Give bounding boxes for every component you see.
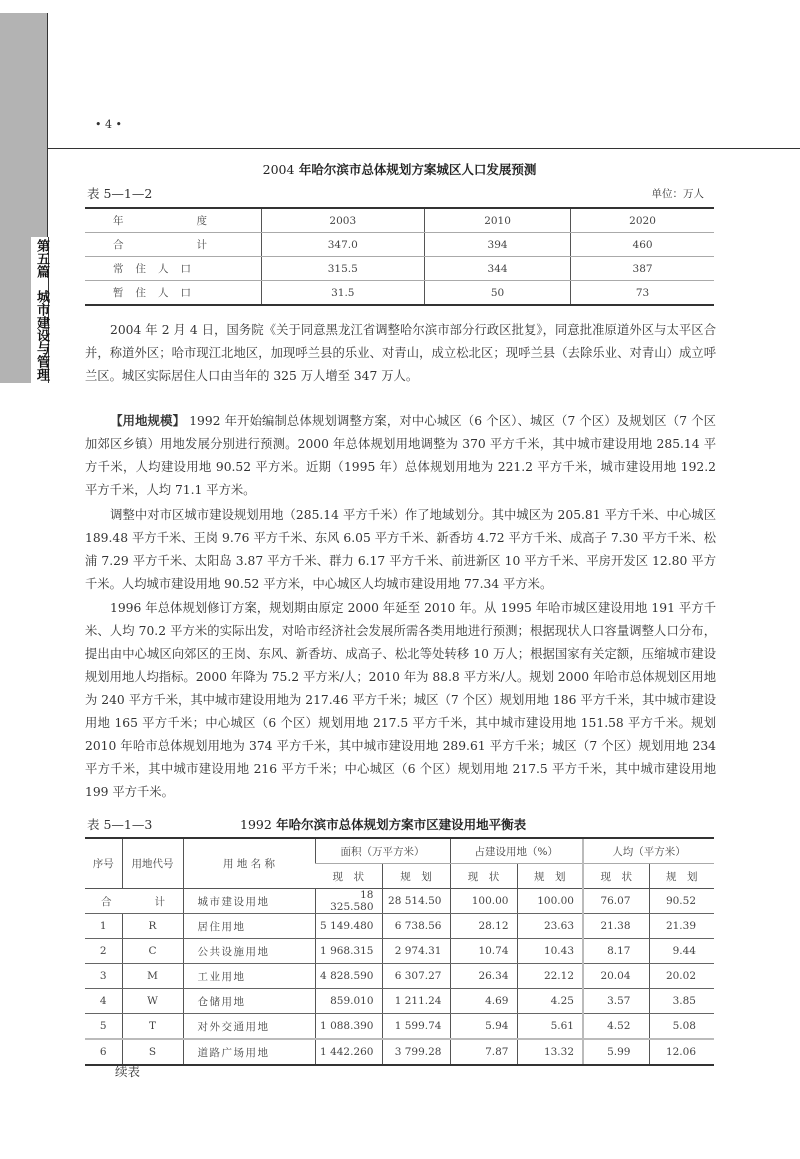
cell-value: 5.61 bbox=[517, 1014, 583, 1040]
year-col: 2010 bbox=[425, 208, 571, 233]
area-header: 面积（万平方米） bbox=[315, 838, 450, 864]
land-use-name: 工业用地 bbox=[183, 964, 315, 989]
share-header: 占建设用地（%） bbox=[450, 838, 583, 864]
cell-value: 1 442.260 bbox=[315, 1039, 382, 1065]
name-header: 用 地 名 称 bbox=[183, 838, 315, 889]
table1-number: 表 5—1—2 bbox=[87, 186, 153, 201]
seq-cell: 5 bbox=[85, 1014, 122, 1040]
current-header: 现 状 bbox=[583, 864, 649, 889]
table1-title-text: 年哈尔滨市总体规划方案城区人口发展预测 bbox=[298, 162, 537, 177]
row-label-part: 计 bbox=[196, 239, 207, 251]
cell-value: 1 599.74 bbox=[382, 1014, 450, 1040]
paragraph-text: 1996 年总体规划修订方案，规划期由原定 2000 年延至 2010 年。从 1995 年哈市城区建设用地 191 平方千米、人均 70.2 平方米的实际出发，对哈市经济社会发展所需各类用地进行预测；根据现状人口容量调整人口分布，提出由中心城区向郊区的王岗、东风、新香坊、成高子、松北等处转移 10 万人；根据国家有关定额，压缩城市建设规划用地人均指标。2000 年降为 75.2 平方米/人；2010 年为 88.8 平方米/人。规划 2000 年哈市总体规划区用地为 240 平方千米，其中城市建设用地为 217.46 平方千米；城区（7 个区）规划用地 186 平方千米，其中城市建设用地 165 平方千米；中心城区（6 个区）规划用地 217.5 平方千米，其中城市建设用地 151.58 平方千米。规划 2010 年哈市总体规划用地为 374 平方千米，其中城市建设用地 289.61 平方千米；城区（7 个区）规划用地 234 平方千米，其中城市建设用地 216 平方千米；中心城区（6 个区）规划用地 217.5 平方千米，其中城市建设用地 199 平方千米。 bbox=[85, 601, 716, 799]
table-row bbox=[85, 939, 714, 964]
cell-value: 6 307.27 bbox=[382, 964, 450, 989]
paragraph-1996-revision bbox=[85, 597, 716, 804]
cell-value: 100.00 bbox=[450, 889, 517, 914]
cell-value: 90.52 bbox=[649, 889, 714, 914]
row-label bbox=[85, 233, 261, 257]
cell-value: 4.69 bbox=[450, 989, 517, 1014]
row-label bbox=[85, 281, 261, 306]
cell-value: 394 bbox=[425, 233, 571, 257]
table-row bbox=[85, 964, 714, 989]
paragraph-land-scale bbox=[85, 410, 716, 502]
table-row bbox=[85, 1039, 714, 1065]
table2-title-year: 1992 bbox=[240, 817, 272, 832]
cell-value: 13.32 bbox=[517, 1039, 583, 1065]
cell-value: 347.0 bbox=[261, 233, 425, 257]
table1-unit: 单位：万人 bbox=[651, 188, 704, 200]
table2-title bbox=[240, 815, 526, 833]
seq-cell: 6 bbox=[85, 1039, 122, 1065]
chapter-part-label: 第五篇 bbox=[34, 239, 49, 278]
cell-value: 3 799.28 bbox=[382, 1039, 450, 1065]
chapter-section-label: 城市建设与管理 bbox=[34, 290, 49, 381]
table-row bbox=[85, 257, 714, 281]
table-header-row bbox=[85, 838, 714, 864]
cell-value: 76.07 bbox=[583, 889, 649, 914]
table-row bbox=[85, 989, 714, 1014]
population-forecast-table bbox=[85, 207, 714, 306]
year-col: 2020 bbox=[571, 208, 714, 233]
cell-value: 12.06 bbox=[649, 1039, 714, 1065]
cell-value: 1 088.390 bbox=[315, 1014, 382, 1040]
cell-value: 28.12 bbox=[450, 914, 517, 939]
continued-label: 续表 bbox=[115, 1064, 141, 1079]
cell-value: 10.74 bbox=[450, 939, 517, 964]
table2-title-text: 年哈尔滨市总体规划方案市区建设用地平衡表 bbox=[276, 817, 527, 832]
cell-value: 5.99 bbox=[583, 1039, 649, 1065]
header-rule bbox=[48, 148, 800, 149]
cell-value: 8.17 bbox=[583, 939, 649, 964]
table1-title-year: 2004 bbox=[262, 162, 295, 177]
cell-value: 4.25 bbox=[517, 989, 583, 1014]
current-header: 现 状 bbox=[450, 864, 517, 889]
paragraph-text: 1992 年开始编制总体规划调整方案，对中心城区（6 个区）、城区（7 个区）及规划区（7 个区加郊区乡镇）用地发展分别进行预测。2000 年总体规划用地调整为 370 平方千米，其中城市建设用地 285.14 平方千米，人均建设用地 90.52 平方米。近期（1995 年）总体规划用地为 221.2 平方千米，城市建设用地 192.2 平方千米，人均 71.1 平方米。 bbox=[85, 414, 716, 497]
planned-header: 规 划 bbox=[517, 864, 583, 889]
land-use-name: 居住用地 bbox=[183, 914, 315, 939]
cell-value: 859.010 bbox=[315, 989, 382, 1014]
code-cell: C bbox=[122, 939, 183, 964]
code-cell: S bbox=[122, 1039, 183, 1065]
row-label-part: 暂 bbox=[113, 287, 124, 299]
paragraph-admin-change bbox=[85, 319, 716, 388]
cell-value: 100.00 bbox=[517, 889, 583, 914]
cell-value: 9.44 bbox=[649, 939, 714, 964]
total-row bbox=[85, 889, 714, 914]
cell-value: 50 bbox=[425, 281, 571, 306]
table-row bbox=[85, 233, 714, 257]
total-label bbox=[85, 889, 183, 914]
seq-cell: 2 bbox=[85, 939, 122, 964]
cell-value: 23.63 bbox=[517, 914, 583, 939]
cell-value: 1 968.315 bbox=[315, 939, 382, 964]
cell-value: 4 828.590 bbox=[315, 964, 382, 989]
row-label-part: 人 bbox=[158, 287, 169, 299]
table-header-row bbox=[85, 208, 714, 233]
cell-value: 460 bbox=[571, 233, 714, 257]
cell-value: 73 bbox=[571, 281, 714, 306]
cell-value: 5 149.480 bbox=[315, 914, 382, 939]
cell-value: 3.57 bbox=[583, 989, 649, 1014]
land-use-name: 城市建设用地 bbox=[183, 889, 315, 914]
year-header-a: 年 bbox=[113, 215, 124, 227]
paragraph-text: 2004 年 2 月 4 日，国务院《关于同意黑龙江省调整哈尔滨市部分行政区批复》，同意批准原道外区与太平区合并，称道外区；哈市现江北地区，加现呼兰县的乐业、对青山，成立松北区；现呼兰县（去除乐业、对青山）成立呼兰区。城区实际居住人口由当年的 325 万人增至 347 万人。 bbox=[85, 323, 716, 383]
cell-value: 387 bbox=[571, 257, 714, 281]
year-header bbox=[85, 208, 261, 233]
seq-cell: 1 bbox=[85, 914, 122, 939]
cell-value: 344 bbox=[425, 257, 571, 281]
cell-value: 6 738.56 bbox=[382, 914, 450, 939]
page-number: • 4 • bbox=[95, 118, 122, 131]
total-label-b: 计 bbox=[154, 895, 165, 908]
cell-value: 315.5 bbox=[261, 257, 425, 281]
cell-value: 7.87 bbox=[450, 1039, 517, 1065]
land-use-name: 仓储用地 bbox=[183, 989, 315, 1014]
paragraph-zoning bbox=[85, 504, 716, 596]
code-cell: W bbox=[122, 989, 183, 1014]
cell-value: 21.39 bbox=[649, 914, 714, 939]
row-label-part: 住 bbox=[135, 287, 146, 299]
cell-value: 28 514.50 bbox=[382, 889, 450, 914]
seq-cell: 4 bbox=[85, 989, 122, 1014]
cell-value: 20.04 bbox=[583, 964, 649, 989]
cell-value: 3.85 bbox=[649, 989, 714, 1014]
year-col: 2003 bbox=[261, 208, 425, 233]
land-use-name: 道路广场用地 bbox=[183, 1039, 315, 1065]
code-cell: M bbox=[122, 964, 183, 989]
land-balance-table bbox=[85, 837, 714, 1066]
cell-value: 4.52 bbox=[583, 1014, 649, 1040]
per-capita-header: 人均（平方米） bbox=[583, 838, 714, 864]
paragraph-text: 调整中对市区城市建设规划用地（285.14 平方千米）作了地域划分。其中城区为 205.81 平方千米、中心城区 189.48 平方千米、王岗 9.76 平方千米、东风 6.05 平方千米、新香坊 4.72 平方千米、成高子 7.30 平方千米、松浦 7.29 平方千米、太阳岛 3.87 平方千米、群力 6.17 平方千米、前进新区 10 平方千米、平房开发区 12.80 平方千米。人均城市建设用地 90.52 平方米，中心城区人均城市建设用地 77.34 平方米。 bbox=[85, 508, 716, 591]
current-header: 现 状 bbox=[315, 864, 382, 889]
land-use-name: 对外交通用地 bbox=[183, 1014, 315, 1040]
cell-value: 26.34 bbox=[450, 964, 517, 989]
row-label-part: 常 bbox=[113, 263, 124, 275]
seq-header: 序号 bbox=[85, 838, 122, 889]
code-cell: T bbox=[122, 1014, 183, 1040]
row-label bbox=[85, 257, 261, 281]
table-row bbox=[85, 281, 714, 306]
cell-value: 31.5 bbox=[261, 281, 425, 306]
cell-value: 2 974.31 bbox=[382, 939, 450, 964]
cell-value: 18 325.580 bbox=[315, 889, 382, 914]
seq-cell: 3 bbox=[85, 964, 122, 989]
total-label-a: 合 bbox=[101, 895, 112, 908]
cell-value: 10.43 bbox=[517, 939, 583, 964]
row-label-part: 合 bbox=[113, 239, 124, 251]
chapter-tab bbox=[31, 237, 49, 383]
cell-value: 5.94 bbox=[450, 1014, 517, 1040]
cell-value: 5.08 bbox=[649, 1014, 714, 1040]
year-header-b: 度 bbox=[196, 215, 207, 227]
row-label-part: 住 bbox=[135, 263, 146, 275]
planned-header: 规 划 bbox=[382, 864, 450, 889]
section-heading: 【用地规模】 bbox=[110, 414, 186, 428]
table-row bbox=[85, 1014, 714, 1040]
cell-value: 21.38 bbox=[583, 914, 649, 939]
row-label-part: 口 bbox=[180, 287, 191, 299]
cell-value: 20.02 bbox=[649, 964, 714, 989]
cell-value: 22.12 bbox=[517, 964, 583, 989]
table2-number: 表 5—1—3 bbox=[87, 817, 153, 832]
table-row bbox=[85, 914, 714, 939]
cell-value: 1 211.24 bbox=[382, 989, 450, 1014]
table1-title bbox=[85, 160, 714, 178]
planned-header: 规 划 bbox=[649, 864, 714, 889]
land-use-name: 公共设施用地 bbox=[183, 939, 315, 964]
row-label-part: 口 bbox=[180, 263, 191, 275]
row-label-part: 人 bbox=[158, 263, 169, 275]
code-cell: R bbox=[122, 914, 183, 939]
code-header: 用地代号 bbox=[122, 838, 183, 889]
